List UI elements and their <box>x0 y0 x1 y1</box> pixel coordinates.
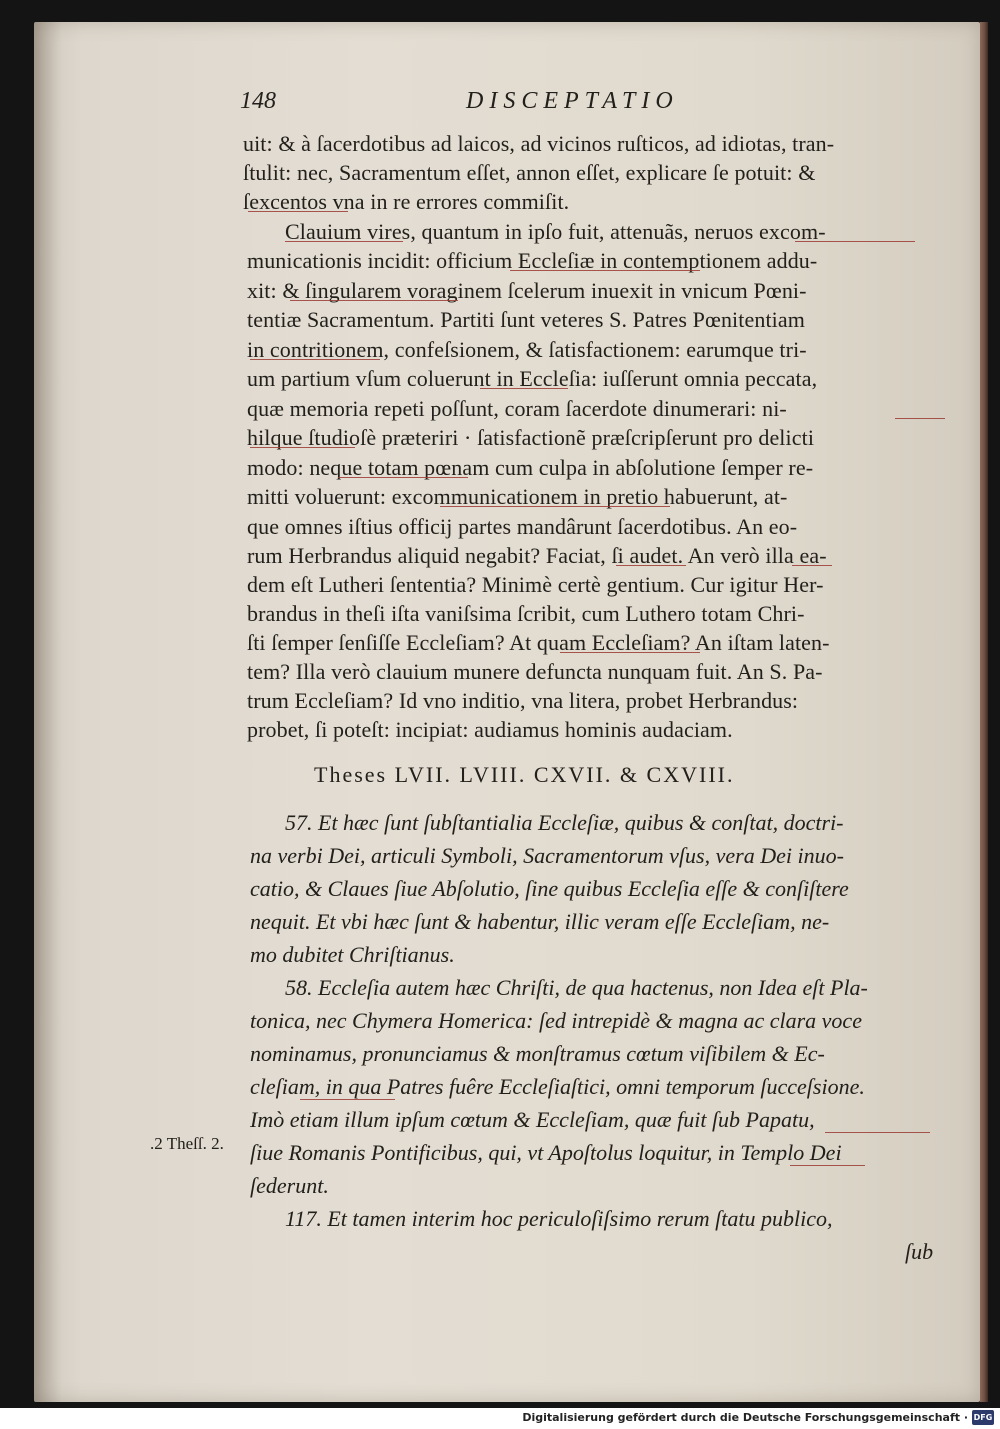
body-line: trum Eccleſiam? Id vno inditio, vna litera, probet Herbrandus: <box>247 688 799 713</box>
digitization-credit: Digitalisierung gefördert durch die Deutsche Forschungsgemeinschaft · <box>522 1411 968 1424</box>
body-line: probet, ſi poteſt: incipiat: audiamus hominis audaciam. <box>247 717 733 742</box>
body-line: dem eſt Lutheri ſententia? Minimè certè gentium. Cur igitur Her- <box>247 572 824 597</box>
annotation-underline <box>510 270 700 271</box>
annotation-underline <box>290 300 458 301</box>
annotation-underline <box>792 565 832 566</box>
annotation-underline <box>300 1099 395 1100</box>
thesis-line: ſiue Romanis Pontificibus, qui, vt Apoſtolus loquitur, in Templo Dei <box>250 1140 842 1165</box>
thesis-line: mo dubitet Chriſtianus. <box>250 942 455 967</box>
thesis-line: nequit. Et vbi hæc ſunt & habentur, illic veram eſſe Eccleſiam, ne- <box>250 909 830 934</box>
book-edge <box>980 22 988 1402</box>
annotation-underline <box>250 359 380 360</box>
body-line: xit: & ſingularem voraginem ſcelerum inuexit in vnicum Pœni- <box>247 278 807 303</box>
body-line: um partium vſum coluerunt in Eccleſia: iuſſerunt omnia peccata, <box>247 366 818 391</box>
annotation-underline <box>825 1132 930 1133</box>
annotation-underline <box>795 241 915 242</box>
body-line: tentiæ Sacramentum. Partiti ſunt veteres S. Patres Pœnitentiam <box>247 307 805 332</box>
annotation-underline <box>616 565 686 566</box>
body-line: ſtulit: nec, Sacramentum eſſet, annon eſſet, explicare ſe potuit: & <box>243 160 816 185</box>
thesis-line: cleſiam, in qua Patres fuêre Eccleſiaſtici, omni temporum ſucceſsione. <box>250 1074 865 1099</box>
page-number: 148 <box>240 88 276 114</box>
annotation-underline <box>480 388 568 389</box>
section-heading: Theses LVII. LVIII. CXVII. & CXVIII. <box>314 762 735 787</box>
body-line: mitti voluerunt: excommunicationem in pretio habuerunt, at- <box>247 484 788 509</box>
thesis-line: Imò etiam illum ipſum cœtum & Eccleſiam, quæ fuit ſub Papatu, <box>250 1107 815 1132</box>
thesis-line: 117. Et tamen interim hoc periculoſiſsimo rerum ſtatu publico, <box>285 1206 833 1231</box>
thesis-line: catio, & Claues ſiue Abſolutio, ſine quibus Eccleſia eſſe & conſiſtere <box>250 876 849 901</box>
margin-note: .2 Theſſ. 2. <box>150 1134 224 1153</box>
dfg-logo: DFG <box>972 1410 994 1425</box>
gutter-shadow <box>34 22 62 1402</box>
body-line: quæ memoria repeti poſſunt, coram ſacerdote dinumerari: ni- <box>247 396 787 421</box>
annotation-underline <box>248 211 348 212</box>
body-line: ſti ſemper ſenſiſſe Eccleſiam? At quam Eccleſiam? An iſtam laten- <box>247 630 830 655</box>
body-line: municationis incidit: officium Eccleſiæ in contemptionem addu- <box>247 248 818 273</box>
running-title: DISCEPTATIO <box>466 88 679 114</box>
thesis-line: na verbi Dei, articuli Symboli, Sacramentorum vſus, vera Dei inuo- <box>250 843 844 868</box>
thesis-line: nominamus, pronunciamus & monſtramus cœtum viſibilem & Ec- <box>250 1041 825 1066</box>
body-line: modo: neque totam pœnam cum culpa in abſolutione ſemper re- <box>247 455 814 480</box>
body-line: hilque ſtudioſè præteriri · ſatisfactionẽ præſcripſerunt pro delicti <box>247 425 815 450</box>
annotation-underline <box>440 506 670 507</box>
annotation-underline <box>895 418 945 419</box>
catchword: ſub <box>905 1239 934 1264</box>
body-line: uit: & à ſacerdotibus ad laicos, ad vicinos ruſticos, ad idiotas, tran- <box>243 131 835 156</box>
body-line: Clauium vires, quantum in ipſo fuit, attenuãs, neruos excom- <box>285 219 826 244</box>
body-line: brandus in theſi iſta vaniſsima ſcribit, cum Luthero totam Chri- <box>247 601 805 626</box>
annotation-underline <box>338 477 468 478</box>
thesis-line: ſederunt. <box>250 1173 329 1198</box>
annotation-underline <box>790 1165 865 1166</box>
body-line: tem? Illa verò clauium munere defuncta nunquam fuit. An S. Pa- <box>247 659 823 684</box>
annotation-underline <box>250 447 355 448</box>
body-line: que omnes iſtius officij partes mandârunt ſacerdotibus. An eo- <box>247 514 798 539</box>
thesis-line: tonica, nec Chymera Homerica: ſed intrepidè & magna ac clara voce <box>250 1008 862 1033</box>
body-line: ſexcentos vna in re errores commiſit. <box>243 189 570 214</box>
thesis-line: 57. Et hæc ſunt ſubſtantialia Eccleſiæ, quibus & conſtat, doctri- <box>285 810 844 835</box>
thesis-line: 58. Eccleſia autem hæc Chriſti, de qua hactenus, non Idea eſt Pla- <box>285 975 868 1000</box>
annotation-underline <box>560 652 700 653</box>
annotation-underline <box>285 241 403 242</box>
body-line: rum Herbrandus aliquid negabit? Faciat, ſi audet. An verò illa ea- <box>247 543 827 568</box>
body-line: in contritionem, confeſsionem, & ſatisfactionem: earumque tri- <box>247 337 807 362</box>
